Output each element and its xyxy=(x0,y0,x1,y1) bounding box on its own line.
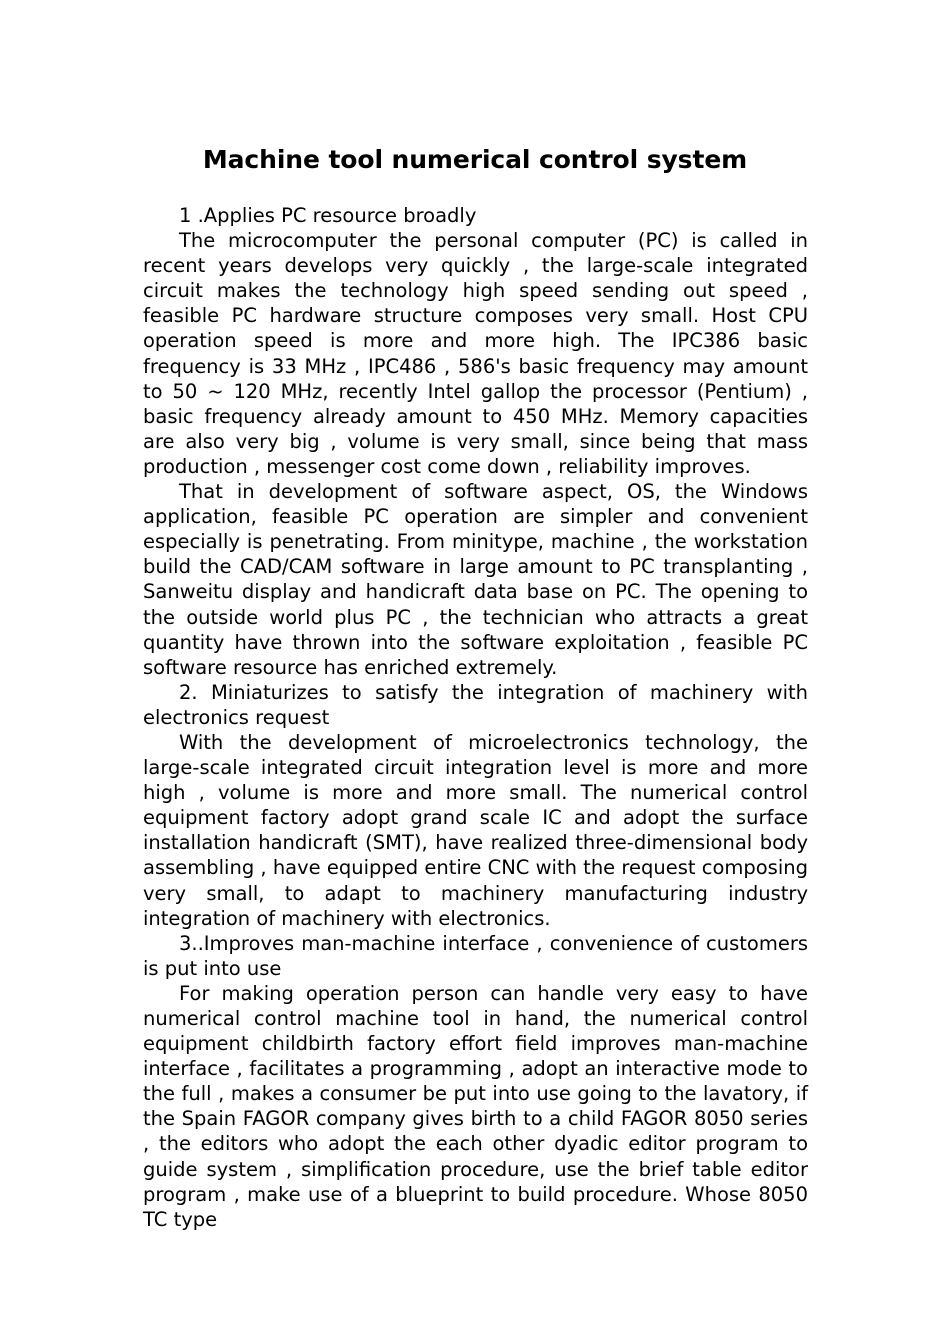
section-heading-2: 2. Miniaturizes to satisfy the integration of machinery with electronics request xyxy=(143,680,808,729)
body-paragraph-1: The microcomputer the personal computer (PC) is called in recent years develops very quickly , the large-scale integrated circuit makes the technology high speed sending out speed , feasible PC hardware structure composes very small. Host CPU operation speed is more and more high. The IPC386 basic frequency is 33 MHz , IPC486 , 586's basic frequency may amount to 50 ~ 120 MHz, recently Intel gallop the processor (Pentium) , basic frequency already amount to 450 MHz. Memory capacities are also very big , volume is very small, since being that mass production , messenger cost come down , reliability improves. xyxy=(143,229,808,478)
body-paragraph-2: That in development of software aspect, OS, the Windows application, feasible PC operation are simpler and convenient especially is penetrating. From minitype, machine , the workstation build the CAD/CAM software in large amount to PC transplanting , Sanweitu display and handicraft data base on PC. The opening to the outside world plus PC , the technician who attracts a great quantity have thrown into the software exploitation , feasible PC software resource has enriched extremely. xyxy=(143,480,808,679)
page-title: Machine tool numerical control system xyxy=(202,144,748,174)
body-paragraph-3: With the development of microelectronics technology, the large-scale integrated circuit integration level is more and more high , volume is more and more small. The numerical control equipment factory adopt grand scale IC and adopt the surface installation handicraft (SMT), have realized three-dimensional body assembling , have equipped entire CNC with the request composing very small, to adapt to machinery manufacturing industry integration of machinery with electronics. xyxy=(143,730,808,930)
section-heading-1: 1 .Applies PC resource broadly xyxy=(179,204,477,227)
document-body xyxy=(143,203,808,1232)
section-heading-3: 3..Improves man-machine interface , convenience of customers is put into use xyxy=(143,931,808,980)
body-paragraph-4: For making operation person can handle very easy to have numerical control machine tool in hand, the numerical control equipment childbirth factory effort field improves man-machine interface , facilitates a programming , adopt an interactive mode to the full , makes a consumer be put into use going to the lavatory, if the Spain FAGOR company gives birth to a child FAGOR 8050 series , the editors who adopt the each other dyadic editor program to guide system , simplification procedure, use the brief table editor program , make use of a blueprint to build procedure. Whose 8050 TC type xyxy=(143,981,808,1231)
